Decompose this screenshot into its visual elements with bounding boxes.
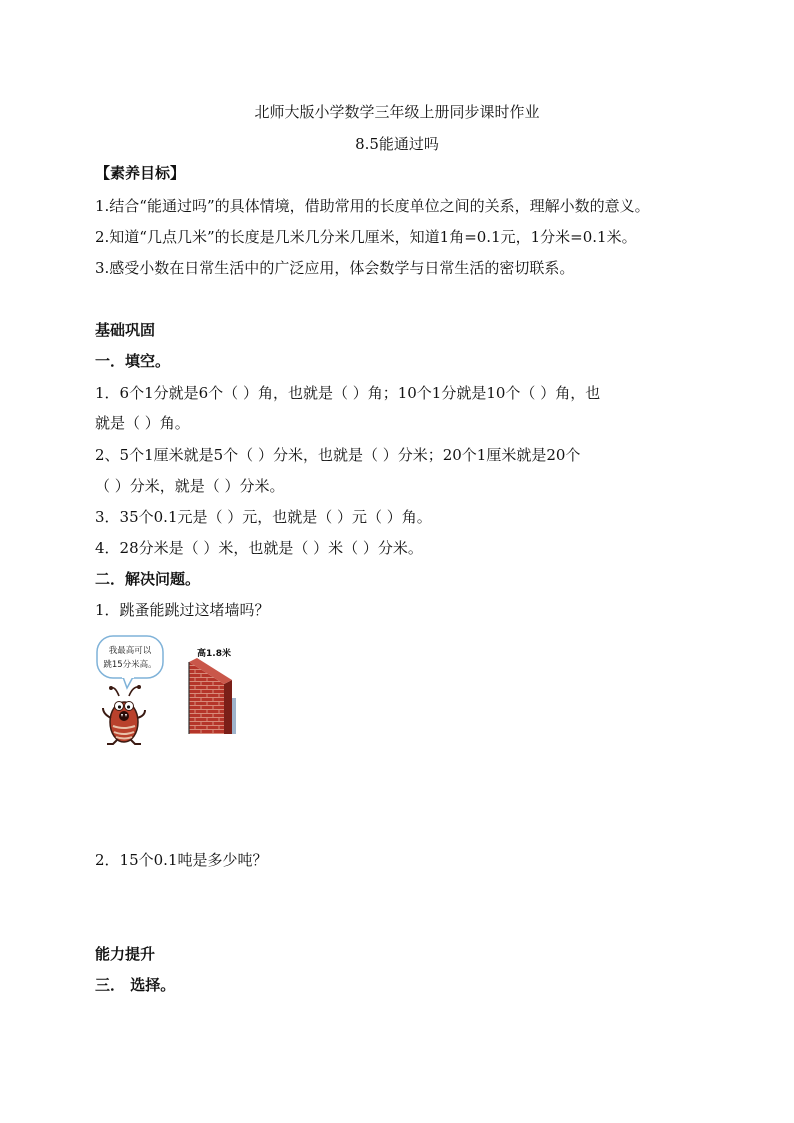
fill-blank-line-5: 3．35个0.1元是（ ）元，也就是（ ）元（ ）角。 [95, 508, 432, 526]
bubble-text-2: 跳15分米高。 [103, 660, 157, 670]
fill-blank-line-4: （ ）分米，就是（ ）分米。 [95, 477, 285, 495]
part2-heading: 二．解决问题。 [95, 570, 201, 588]
flea-illustration [95, 634, 175, 746]
brick-wall-illustration [186, 642, 238, 738]
wall-height-label: 高1.8米 [197, 649, 231, 659]
fill-blank-line-6: 4．28分米是（ ）米，也就是（ ）米（ ）分米。 [95, 539, 423, 557]
question-1: 1．跳蚤能跳过这堵墙吗？ [95, 601, 270, 619]
question-2: 2．15个0.1吨是多少吨？ [95, 851, 268, 869]
part3-heading: 三． 选择。 [95, 976, 176, 994]
bubble-text-1: 我最高可以 [108, 646, 152, 656]
part1-heading: 一．填空。 [95, 352, 171, 370]
page-title: 北师大版小学数学三年级上册同步课时作业 [254, 103, 540, 121]
section-basic-heading: 基础巩固 [95, 321, 156, 339]
speech-bubble [97, 636, 163, 688]
goal-item-1: 1.结合“能通过吗”的具体情境，借助常用的长度单位之间的关系，理解小数的意义。 [95, 197, 650, 215]
goal-item-3: 3.感受小数在日常生活中的广泛应用，体会数学与日常生活的密切联系。 [95, 259, 575, 277]
page-subtitle: 8.5能通过吗 [355, 135, 439, 153]
wall-side [224, 680, 232, 734]
fill-blank-line-2: 就是（ ）角。 [95, 414, 190, 432]
flea-icon [103, 685, 145, 744]
section-advanced-heading: 能力提升 [95, 945, 156, 963]
fill-blank-line-3: 2、5个1厘米就是5个（ ）分米，也就是（ ）分米；20个1厘米就是20个 [95, 446, 581, 464]
goals-heading: 【素养目标】 [95, 164, 186, 182]
goal-item-2: 2.知道“几点几米”的长度是几米几分米几厘米，知道1角=0.1元，1分米=0.1米。 [95, 228, 637, 246]
fill-blank-line-1: 1．6个1分就是6个（ ）角，也就是（ ）角；10个1分就是10个（ ）角，也 [95, 384, 601, 402]
